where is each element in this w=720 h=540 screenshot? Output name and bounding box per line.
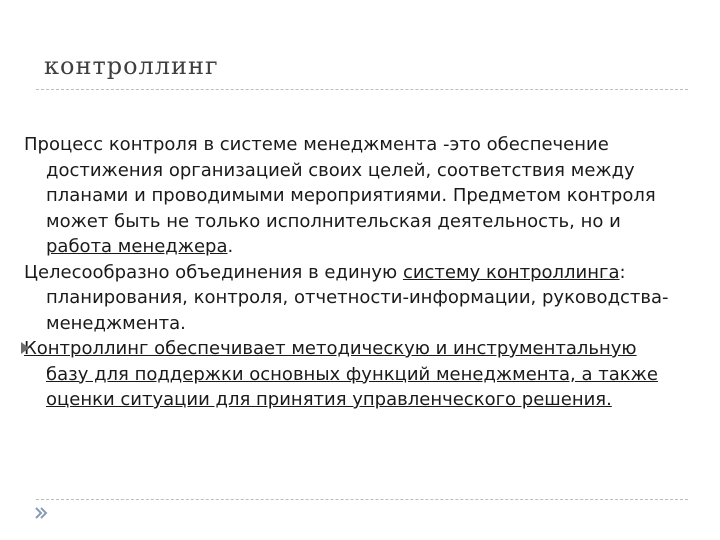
- link-controlling-system[interactable]: систему контроллинга: [402, 261, 620, 283]
- bottom-divider: [36, 499, 688, 500]
- paragraph-3-text: Контроллинг обеспечивает методическую и инструментальную базу для поддержки основных функций менеджмента, а также оценки ситуации для принятия управленческого решения.: [24, 338, 658, 410]
- chevron-double-right-icon: [34, 506, 48, 520]
- paragraph-1: [24, 132, 684, 260]
- slide-title: контроллинг: [44, 52, 219, 80]
- paragraph-1-end: .: [227, 236, 234, 257]
- paragraph-3: [24, 336, 684, 413]
- paragraph-2: [24, 260, 684, 337]
- paragraph-2-text: Целесообразно объединения в единую: [24, 261, 403, 283]
- paragraph-1-text: Процесс контроля в системе менеджмента -это обеспечение достижения организацией своих целей, соответствия между планами и проводимыми мероприятиями. Предметом контроля может быть не только исполнительская деятельность, но и: [24, 134, 656, 232]
- slide-body: [24, 132, 684, 413]
- title-divider: [36, 89, 688, 90]
- paragraph-2-end: : планирования, контроля, отчетности-информации, руководства- менеджмента.: [46, 261, 669, 334]
- triangle-right-icon: [21, 342, 29, 354]
- link-manager-work[interactable]: работа менеджера: [46, 236, 228, 257]
